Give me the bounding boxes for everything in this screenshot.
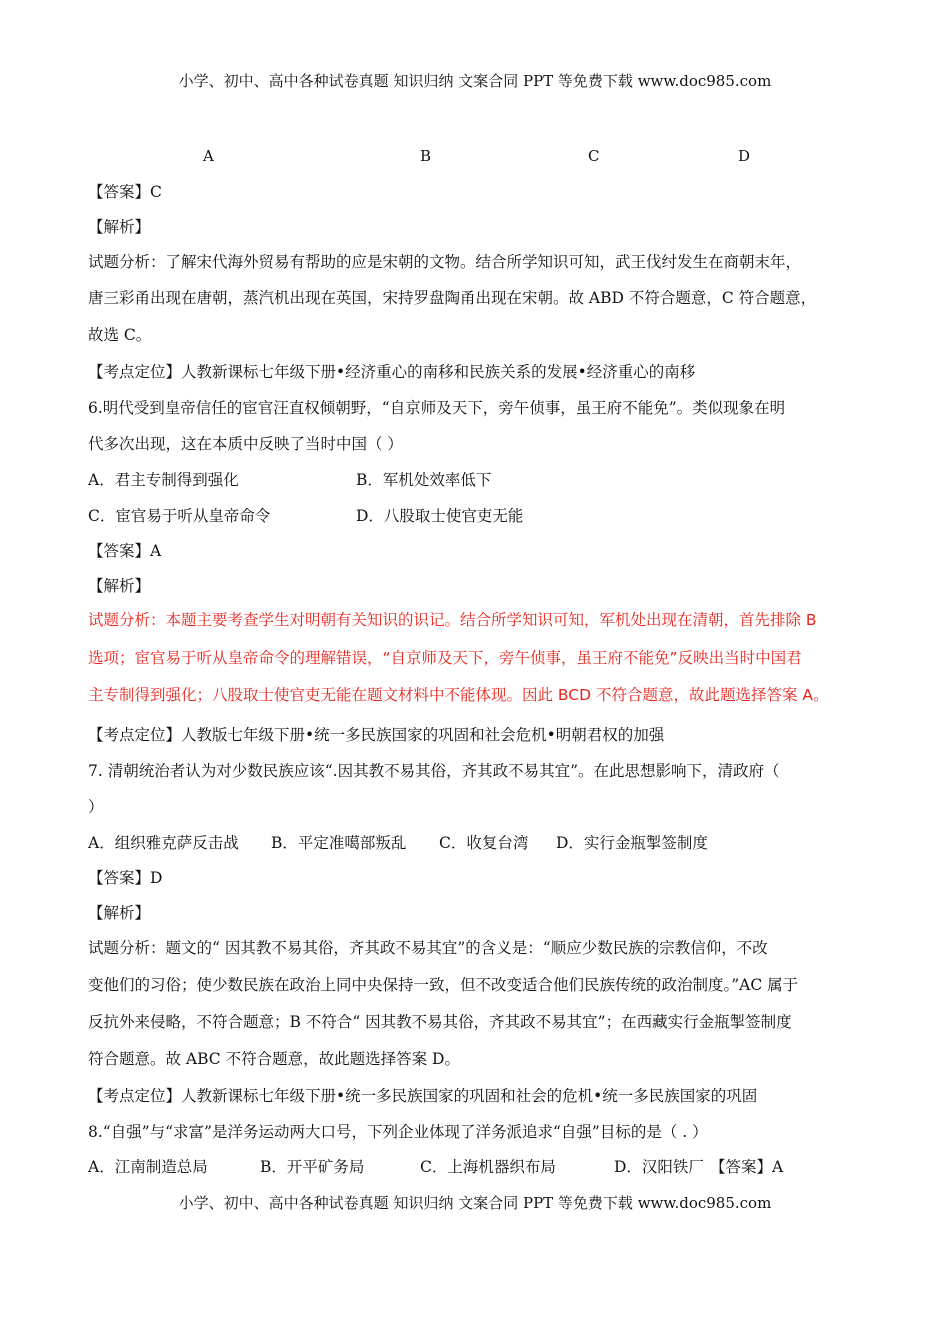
- q6-answer: 【答案】A: [88, 542, 162, 560]
- q7-analysis-line: 反抗外来侵略，不符合题意；B 不符合“ 因其教不易其俗，齐其政不易其宜”；在西藏实行金瓶掣签制度: [88, 1013, 792, 1031]
- q6-kaodian: 【考点定位】人教版七年级下册•统一多民族国家的巩固和社会危机•明朝君权的加强: [88, 726, 665, 744]
- q6-analysis-line: 选项；宦官易于听从皇帝命令的理解错误，“自京师及天下，旁午侦事，虽王府不能免”反映出当时中国君: [88, 649, 802, 667]
- q8-option-b: B．开平矿务局: [260, 1158, 365, 1176]
- q6-stem-line: 6.明代受到皇帝信任的宦官汪直权倾朝野，“自京师及天下，旁午侦事，虽王府不能免”。类似现象在明: [88, 399, 786, 417]
- q7-option-b: B．平定准噶部叛乱: [271, 834, 407, 852]
- q7-option-a: A．组织雅克萨反击战: [88, 834, 239, 852]
- q7-option-d: D．实行金瓶掣签制度: [556, 834, 708, 852]
- q6-analysis-title: 【解析】: [88, 577, 151, 595]
- image-label-a: A: [203, 147, 214, 165]
- q6-analysis-line: 主专制得到强化；八股取士使官吏无能在题文材料中不能体现。因此 BCD 不符合题意，故此题选择答案 A。: [88, 686, 829, 704]
- image-label-b: B: [420, 147, 432, 165]
- image-label-c: C: [588, 147, 600, 165]
- q7-analysis-line: 符合题意。故 ABC 不符合题意，故此题选择答案 D。: [88, 1050, 460, 1068]
- page-footer: 小学、初中、高中各种试卷真题 知识归纳 文案合同 PPT 等免费下载 www.doc985.com: [178, 1194, 772, 1212]
- q8-stem: 8.“自强”与“求富”是洋务运动两大口号，下列企业体现了洋务派追求“自强”目标的是（ . ）: [88, 1123, 708, 1141]
- q6-option-c: C．宦官易于听从皇帝命令: [88, 507, 271, 525]
- q7-stem-line: 7. 清朝统治者认为对少数民族应该“.因其教不易其俗，齐其政不易其宜”。在此思想影响下，清政府（: [88, 762, 780, 780]
- q5-analysis-line: 唐三彩甬出现在唐朝，蒸汽机出现在英国，宋持罗盘陶甬出现在宋朝。故 ABD 不符合题意，C 符合题意，: [88, 289, 817, 307]
- q8-option-a: A．江南制造总局: [88, 1158, 208, 1176]
- q7-answer: 【答案】D: [88, 869, 163, 887]
- q6-option-b: B．军机处效率低下: [356, 471, 492, 489]
- q8-answer: 【答案】A: [710, 1158, 784, 1176]
- q5-analysis-line: 试题分析：了解宋代海外贸易有帮助的应是宋朝的文物。结合所学知识可知，武王伐纣发生在商朝末年，: [88, 253, 802, 271]
- q8-option-d: D．汉阳铁厂: [614, 1158, 704, 1176]
- q6-analysis-line: 试题分析：本题主要考查学生对明朝有关知识的识记。结合所学知识可知，军机处出现在清朝，首先排除 B: [88, 611, 817, 629]
- q8-option-c: C．上海机器织布局: [420, 1158, 556, 1176]
- q5-analysis-title: 【解析】: [88, 218, 151, 236]
- q7-analysis-line: 变他们的习俗；使少数民族在政治上同中央保持一致，但不改变适合他们民族传统的政治制度。”AC 属于: [88, 976, 799, 994]
- q7-analysis-line: 试题分析：题文的“ 因其教不易其俗，齐其政不易其宜”的含义是：“顺应少数民族的宗教信仰，不改: [88, 939, 768, 957]
- q7-stem-line: ）: [88, 798, 104, 816]
- q7-kaodian: 【考点定位】人教新课标七年级下册•统一多民族国家的巩固和社会的危机•统一多民族国家的巩固: [88, 1087, 758, 1105]
- q5-answer: 【答案】C: [88, 183, 162, 201]
- page-header: 小学、初中、高中各种试卷真题 知识归纳 文案合同 PPT 等免费下载 www.doc985.com: [178, 72, 772, 90]
- q6-option-d: D．八股取士使官吏无能: [356, 507, 524, 525]
- q6-stem-line: 代多次出现，这在本质中反映了当时中国（ ）: [88, 435, 403, 453]
- q6-option-a: A．君主专制得到强化: [88, 471, 239, 489]
- q7-analysis-title: 【解析】: [88, 904, 151, 922]
- q5-analysis-line: 故选 C。: [88, 326, 152, 344]
- q5-kaodian: 【考点定位】人教新课标七年级下册•经济重心的南移和民族关系的发展•经济重心的南移: [88, 363, 696, 381]
- q7-option-c: C．收复台湾: [439, 834, 529, 852]
- image-label-d: D: [738, 147, 751, 165]
